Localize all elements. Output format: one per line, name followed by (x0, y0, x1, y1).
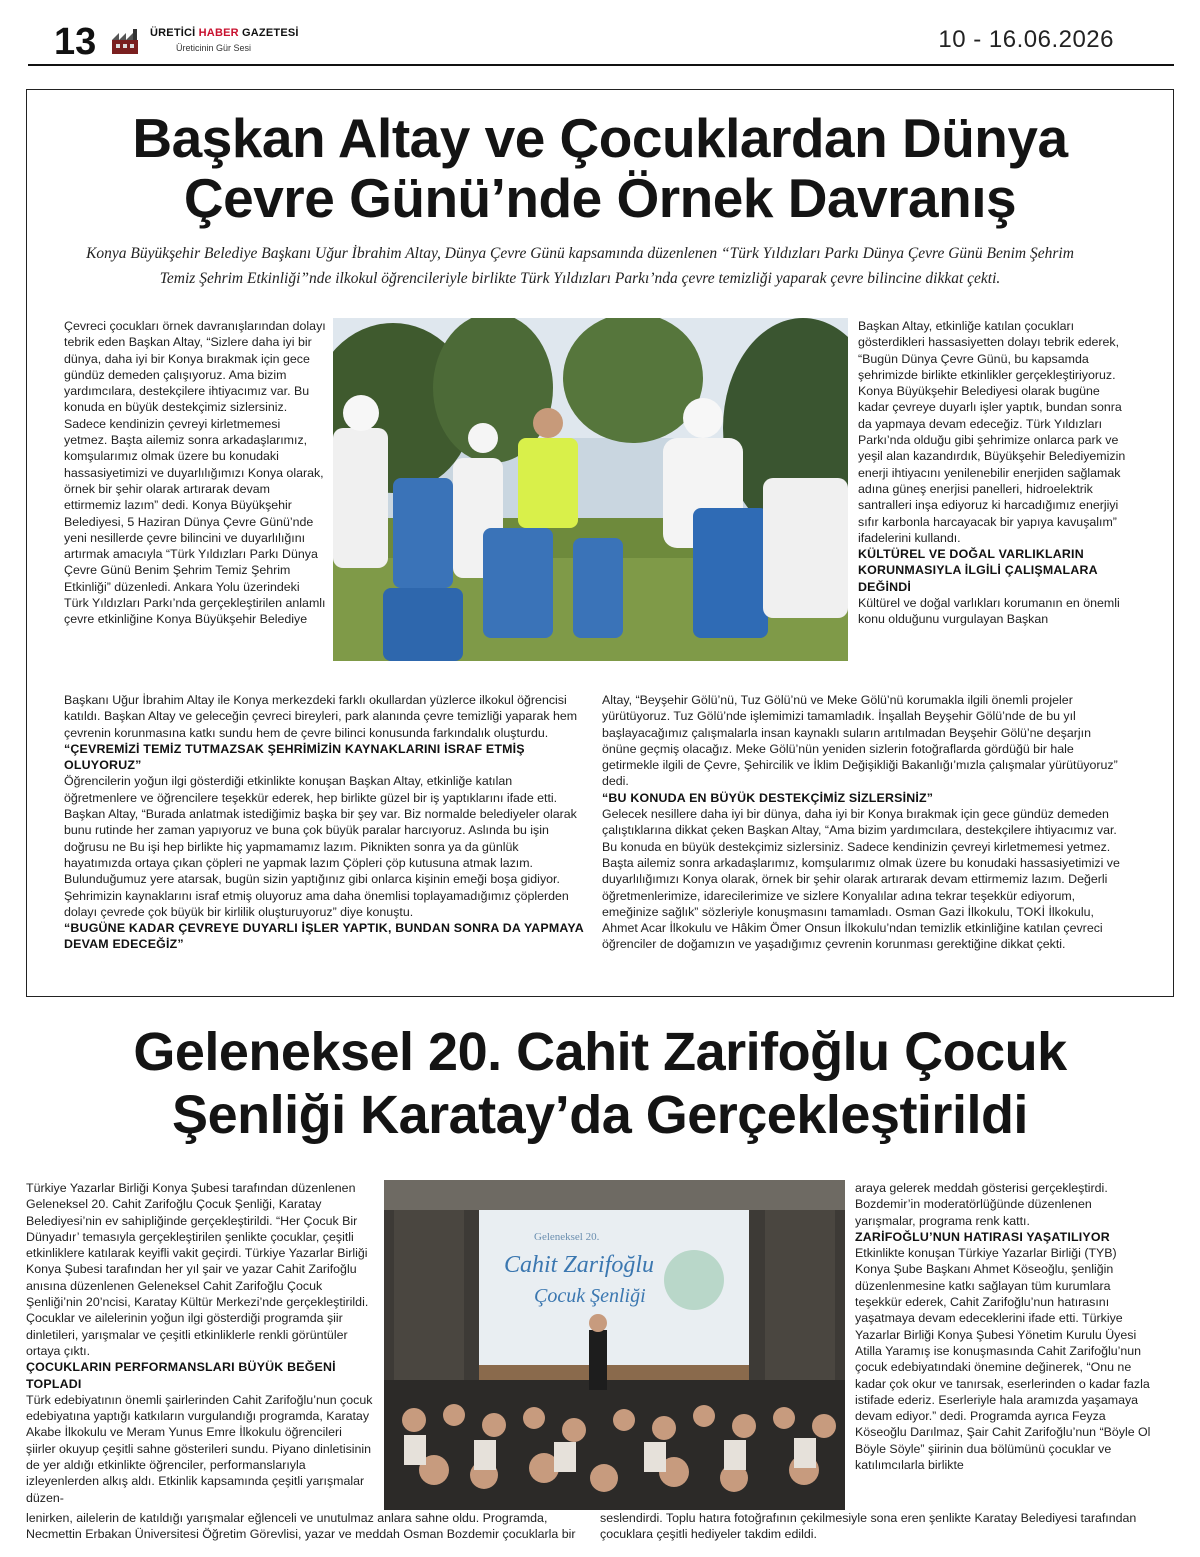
article1-col-right (858, 318, 1126, 706)
article2-col-right-text: araya gelerek meddah gösterisi gerçekleştirdi. Bozdemir’in moderatörlüğünde düzenlenen yarışmalar, programa renk kattı. (855, 1181, 1108, 1228)
article1-photo (333, 318, 848, 661)
issue-date: 10 - 16.06.2026 (938, 26, 1114, 53)
screen-text-3: Çocuk Şenliği (534, 1285, 646, 1307)
article2-sub2-text: Etkinlikte konuşan Türkiye Yazarlar Birliği (TYB) Konya Şube Başkanı Ahmet Köseoğlu, şenliğin düzenlenmesine katkı sağlayan tüm kurumlara teşekkür ederek, Cahit Zarifoğlu’nun hatırasını yaşatmaya devam edeceklerini ifade etti. Türkiye Yazarlar Birliği Konya Şubesi Yönetim Kurulu Üyesi Atilla Yaramış ise konuşmasında Cahit Zarifoğlu’nun çocuk edebiyatındaki önemine değinerek, “Onu ne kadar çok okur ve tanırsak, eserlerinden o kadar fazla istifade ederiz. Eserleriyle hala aramızda yaşamaya devam ediyor.” dedi. Programda ayrıca Feyza Köseoğlu Darılmaz, Şair Cahit Zarifoğlu’nun “Böyle Ol Böyle Söyle” şiirinin dua bölümünü çocuklar ve katılımcılarla birlikte (855, 1246, 1151, 1473)
article2-col-right-bottom (600, 1510, 1155, 1550)
page-number: 13 (54, 21, 97, 63)
article2-subheading-2: ZARİFOĞLU’NUN HATIRASI YAŞATILIYOR (855, 1229, 1110, 1244)
article2-photo (384, 1180, 845, 1510)
article1-subheading-4: “BU KONUDA EN BÜYÜK DESTEKÇİMİZ SİZLERSİNİZ” (602, 790, 934, 805)
article1-sub3-cont: Altay, “Beyşehir Gölü’nü, Tuz Gölü’nü ve Meke Gölü’nü korumakla ilgili önemli projeler yürütüyoruz. Tuz Gölü’nde işlemimizi tamamladık. İnşallah Beyşehir Gölü’nde de bu yıl başlayacağımız çalışmalarla insan kaynaklı suların arıtılmadan Beyşehir Gölü’ne deşarjın önüne geçmiş olacağız. Meke Gölü’nün yeniden sizlerin fotoğraflarda gördüğü bir hale getirmekle ilgili de Çevre, Şehircilik ve İklim Değişikliği Bakanlığı’mızla çalışmalar yürütüyoruz” dedi. (602, 693, 1118, 789)
article1-col-right-bottom (602, 692, 1126, 992)
article1-title-line1: Başkan Altay ve Çocuklardan Dünya (132, 107, 1068, 169)
article1-subheading-3: KÜLTÜREL VE DOĞAL VARLIKLARIN KORUNMASIYLA İLGİLİ ÇALIŞMALARA DEĞİNDİ (858, 547, 1098, 594)
article1-sub3-text: Kültürel ve doğal varlıkları korumanın en önemli konu olduğunu vurgulayan Başkan (858, 596, 1120, 627)
article2-col-left-text: Türkiye Yazarlar Birliği Konya Şubesi tarafından düzenlenen Geleneksel 20. Cahit Zarifoğlu Çocuk Şenliği, Karatay Belediyesi’nin ev sahipliğinde gerçekleştirildi. “Her Çocuk Bir Dünyadır’ temasıyla gerçekleştirilen şenlikte çocuklar, çeşitli etkinliklere katılarak keyifli vakit geçirdi. Türkiye Yazarlar Birliği Konya Şubesi tarafından her yıl şair ve yazar Cahit Zarifoğlu anısına düzenlenen Geleneksel Cahit Zarifoğlu Çocuk Şenliği’nin 20’ncisi, Karatay Kültür Merkezi’nde gerçekleştirildi. Çocuklar ve ailelerinin yoğun ilgi gösterdiği programda şiir dinletileri, yarışmalar ve çeşitli etkinliklerle renkli görüntüler ortaya çıktı. (26, 1181, 369, 1358)
screen-text-2: Cahit Zarifoğlu (504, 1252, 655, 1278)
screen-text-1: Geleneksel 20. (534, 1231, 600, 1243)
article2-col-right (855, 1180, 1155, 1510)
article1-title-line2: Çevre Günü’nde Örnek Davranış (183, 167, 1017, 229)
paper-name: ÜRETİCİ HABER GAZETESİ (150, 27, 299, 39)
article2-col-bottom-text: seslendirdi. Toplu hatıra fotoğrafının çekilmesiyle sona eren şenlikte Karatay Belediyesi tarafından çocuklara çeşitli hediyeler takdim edildi. (600, 1511, 1137, 1542)
masthead-rule (28, 64, 1174, 66)
masthead (28, 22, 1174, 62)
article1-sub1-text: Öğrencilerin yoğun ilgi gösterdiği etkinlikte konuşan Başkan Altay, etkinliğe katılan öğretmenlere ve öğrencilere teşekkür ederek, hep birlikte güzel bir iş yaptıklarını ifade etti. Başkan Altay, “Burada anlatmak istediğimiz başka bir şey var. Biz normalde belediyeler olarak bunu rutinde her zaman yapıyoruz ve buna çok büyük paralar harcıyoruz. Aslında bu işin doğrusu ne Bu işi hep birlikte hiç yapmamamız lazım. Piknikten sonra ya da günlük hayatımızda ortaya çıkan çöpleri ne yapmak lazım Çöpleri çöp kutusuna atmak lazım. Bulunduğumuz yere atarsak, bugün sizin yaptığınız gibi onlarca kişinin emeği boşa gidiyor. Şehrimizin kaynaklarını israf etmiş oluyoruz ama daha önemlisi toplayamadığımız çöplerden dolayı çevrede çok büyük bir kirlilik oluşturuyoruz” diye konuştu. (64, 774, 577, 919)
article2-title-line2: Şenliği Karatay’da Gerçekleştirildi (172, 1085, 1028, 1145)
article1-col-left (64, 318, 326, 706)
article2-title-line1: Geleneksel 20. Cahit Zarifoğlu Çocuk (133, 1022, 1067, 1082)
article2-col-left-cont: lenirken, ailelerin de katıldığı yarışmalar eğlenceli ve unutulmaz anlara sahne oldu. Programda, Necmettin Erbakan Üniversitesi Öğretim Görevlisi, yazar ve meddah Osman Bozdemir çocuklarla bir (26, 1511, 576, 1542)
article1-col-left-text: Çevreci çocukları örnek davranışlarından dolayı tebrik eden Başkan Altay, “Sizlere daha iyi bir dünya, daha iyi bir Konya bırakmak için gece gündüz demeden çalışıyoruz. Ama bizim yardımcılara, destekçilere ihtiyacımız var. Bu konuda en büyük destekçimiz sizlersiniz. Sadece kendinizin çevreyi kirletmemesi yetmez. Başta ailemiz sonra arkadaşlarımız, komşularımız olmak üzere bu konudaki hassasiyetimizi ve duyarlılığımızı Konya olarak, örnek bir şehir olarak artırarak devam ettirmemiz lazım” dedi. Konya Büyükşehir Belediyesi, 5 Haziran Dünya Çevre Günü’nde yeni nesillerde çevre bilincini ve duyarlılığını artırmak amacıyla “Türk Yıldızları Parkı Dünya Çevre Günü Benim Şehrim Temiz Şehrim Etkinliği” düzenledi. Ankara Yolu üzerindeki Türk Yıldızları Parkı’nda gerçekleştirilen anlamlı çevre etkinliğine Konya Büyükşehir Belediye (64, 319, 326, 627)
factory-logo-icon (110, 28, 140, 56)
article1-col-right-text: Başkan Altay, etkinliğe katılan çocukları gösterdikleri hassasiyetten dolayı tebrik ederek, “Bugün Dünya Çevre Günü, bu kapsamda şehrimizde birlikte etkinlikler gerçekleştiriyoruz. Konya Büyükşehir Belediyesi olarak bugüne kadar çevreye duyarlı işler yaptık, bundan sonra da yapmaya devam edeceğiz. Türk Yıldızları Parkı’nda olduğu gibi şehrimize onlarca park ve yeşil alan kazandırdık, Büyükşehir Belediyemizin enerji ihtiyacını yenilenebilir enerjiden sağlamak adına güneş enerjisi panelleri, hidroelektrik santralleri inşa ediyoruz ki harcadığımız enerjiyi sıfır karbonla harcayacak bir yapıya kavuşalım” ifadelerini kullandı. (858, 319, 1126, 545)
article2-col-left (26, 1180, 374, 1510)
article1-sub4-text: Gelecek nesillere daha iyi bir dünya, daha iyi bir Konya bırakmak için gece gündüz demeden çalıştıklarına dikkat çeken Başkan Altay, “Ama bizim yardımcılara, destekçilere ihtiyacımız var. Bu konuda en büyük destekçimiz sizlersiniz. Sadece kendinizin çevreyi kirletmemesi yetmez. Başta ailemiz sonra arkadaşlarımız, komşularımız olmak üzere bu konudaki hassasiyetimizi ve duyarlılığımızı Konya olarak, örnek bir şehir olarak artırarak devam ettirmemiz lazım. Değerli öğretmenlerimize, idarecilerimize ve sizlere Konyalılar adına tekrar teşekkür ediyorum, emeğinize sağlık” sözleriyle konuşmasını tamamladı. Osman Gazi İlkokulu, TOKİ İlkokulu, Ahmet Acar İlkokulu ve Hâkim Ömer Onsun İlkokulu’ndan temizlik etkinliğine katılan çevreci öğrenciler de doğamızın ve yaşadığımız çevrenin korunması gerektiğine dikkat çekti. (602, 807, 1120, 952)
article1-lead: Konya Büyükşehir Belediye Başkanı Uğur İbrahim Altay, Dünya Çevre Günü kapsamında düzenlenen “Türk Yıldızları Parkı Dünya Çevre Günü Benim Şehrim Temiz Şehrim Etkinliği”nde ilkokul öğrencileriyle birlikte Türk Yıldızları Parkı’nda çevre temizliği yaparak çevre bilincine dikkat çekti. (86, 245, 1074, 287)
article1-col-left-cont: Başkanı Uğur İbrahim Altay ile Konya merkezdeki farklı okullardan yüzlerce ilkokul öğrencisi katıldı. Başkan Altay ve geleceğin çevreci bireyleri, park alanında çevre temizliği yaparak hem çevrenin korunmasına katkı sundu hem de çevre bilinci konusunda farkındalık oluşturdu. (64, 693, 578, 740)
paper-slogan: Üreticinin Gür Sesi (176, 43, 252, 53)
article2-subheading-1: ÇOCUKLARIN PERFORMANSLARI BÜYÜK BEĞENİ TOPLADI (26, 1360, 336, 1391)
article1-subheading-2: “BUGÜNE KADAR ÇEVREYE DUYARLI İŞLER YAPTIK, BUNDAN SONRA DA YAPMAYA DEVAM EDECEĞİZ” (64, 921, 584, 952)
article2-col-left-bottom (26, 1510, 576, 1550)
article1-subheading-1: “ÇEVREMİZİ TEMİZ TUTMAZSAK ŞEHRİMİZİN KAYNAKLARINI İSRAF ETMİŞ OLUYORUZ” (64, 741, 525, 773)
article1-col-left-bottom (64, 692, 588, 992)
article2-sub1-text: Türk edebiyatının önemli şairlerinden Cahit Zarifoğlu’nun çocuk edebiyatına yaptığı katkıların vurgulandığı programda, Karatay Akabe İlkokulu ve Meram Yunus Emre İlkokulu öğrencileri şiirler okuyup çeşitli sahne gösterileri sundu. Piyano dinletisinin de yer aldığı etkinlikte öğrenciler, performanslarıyla izleyenlerden alkış aldı. Etkinlik kapsamında çeşitli yarışmalar düzen- (26, 1392, 373, 1505)
